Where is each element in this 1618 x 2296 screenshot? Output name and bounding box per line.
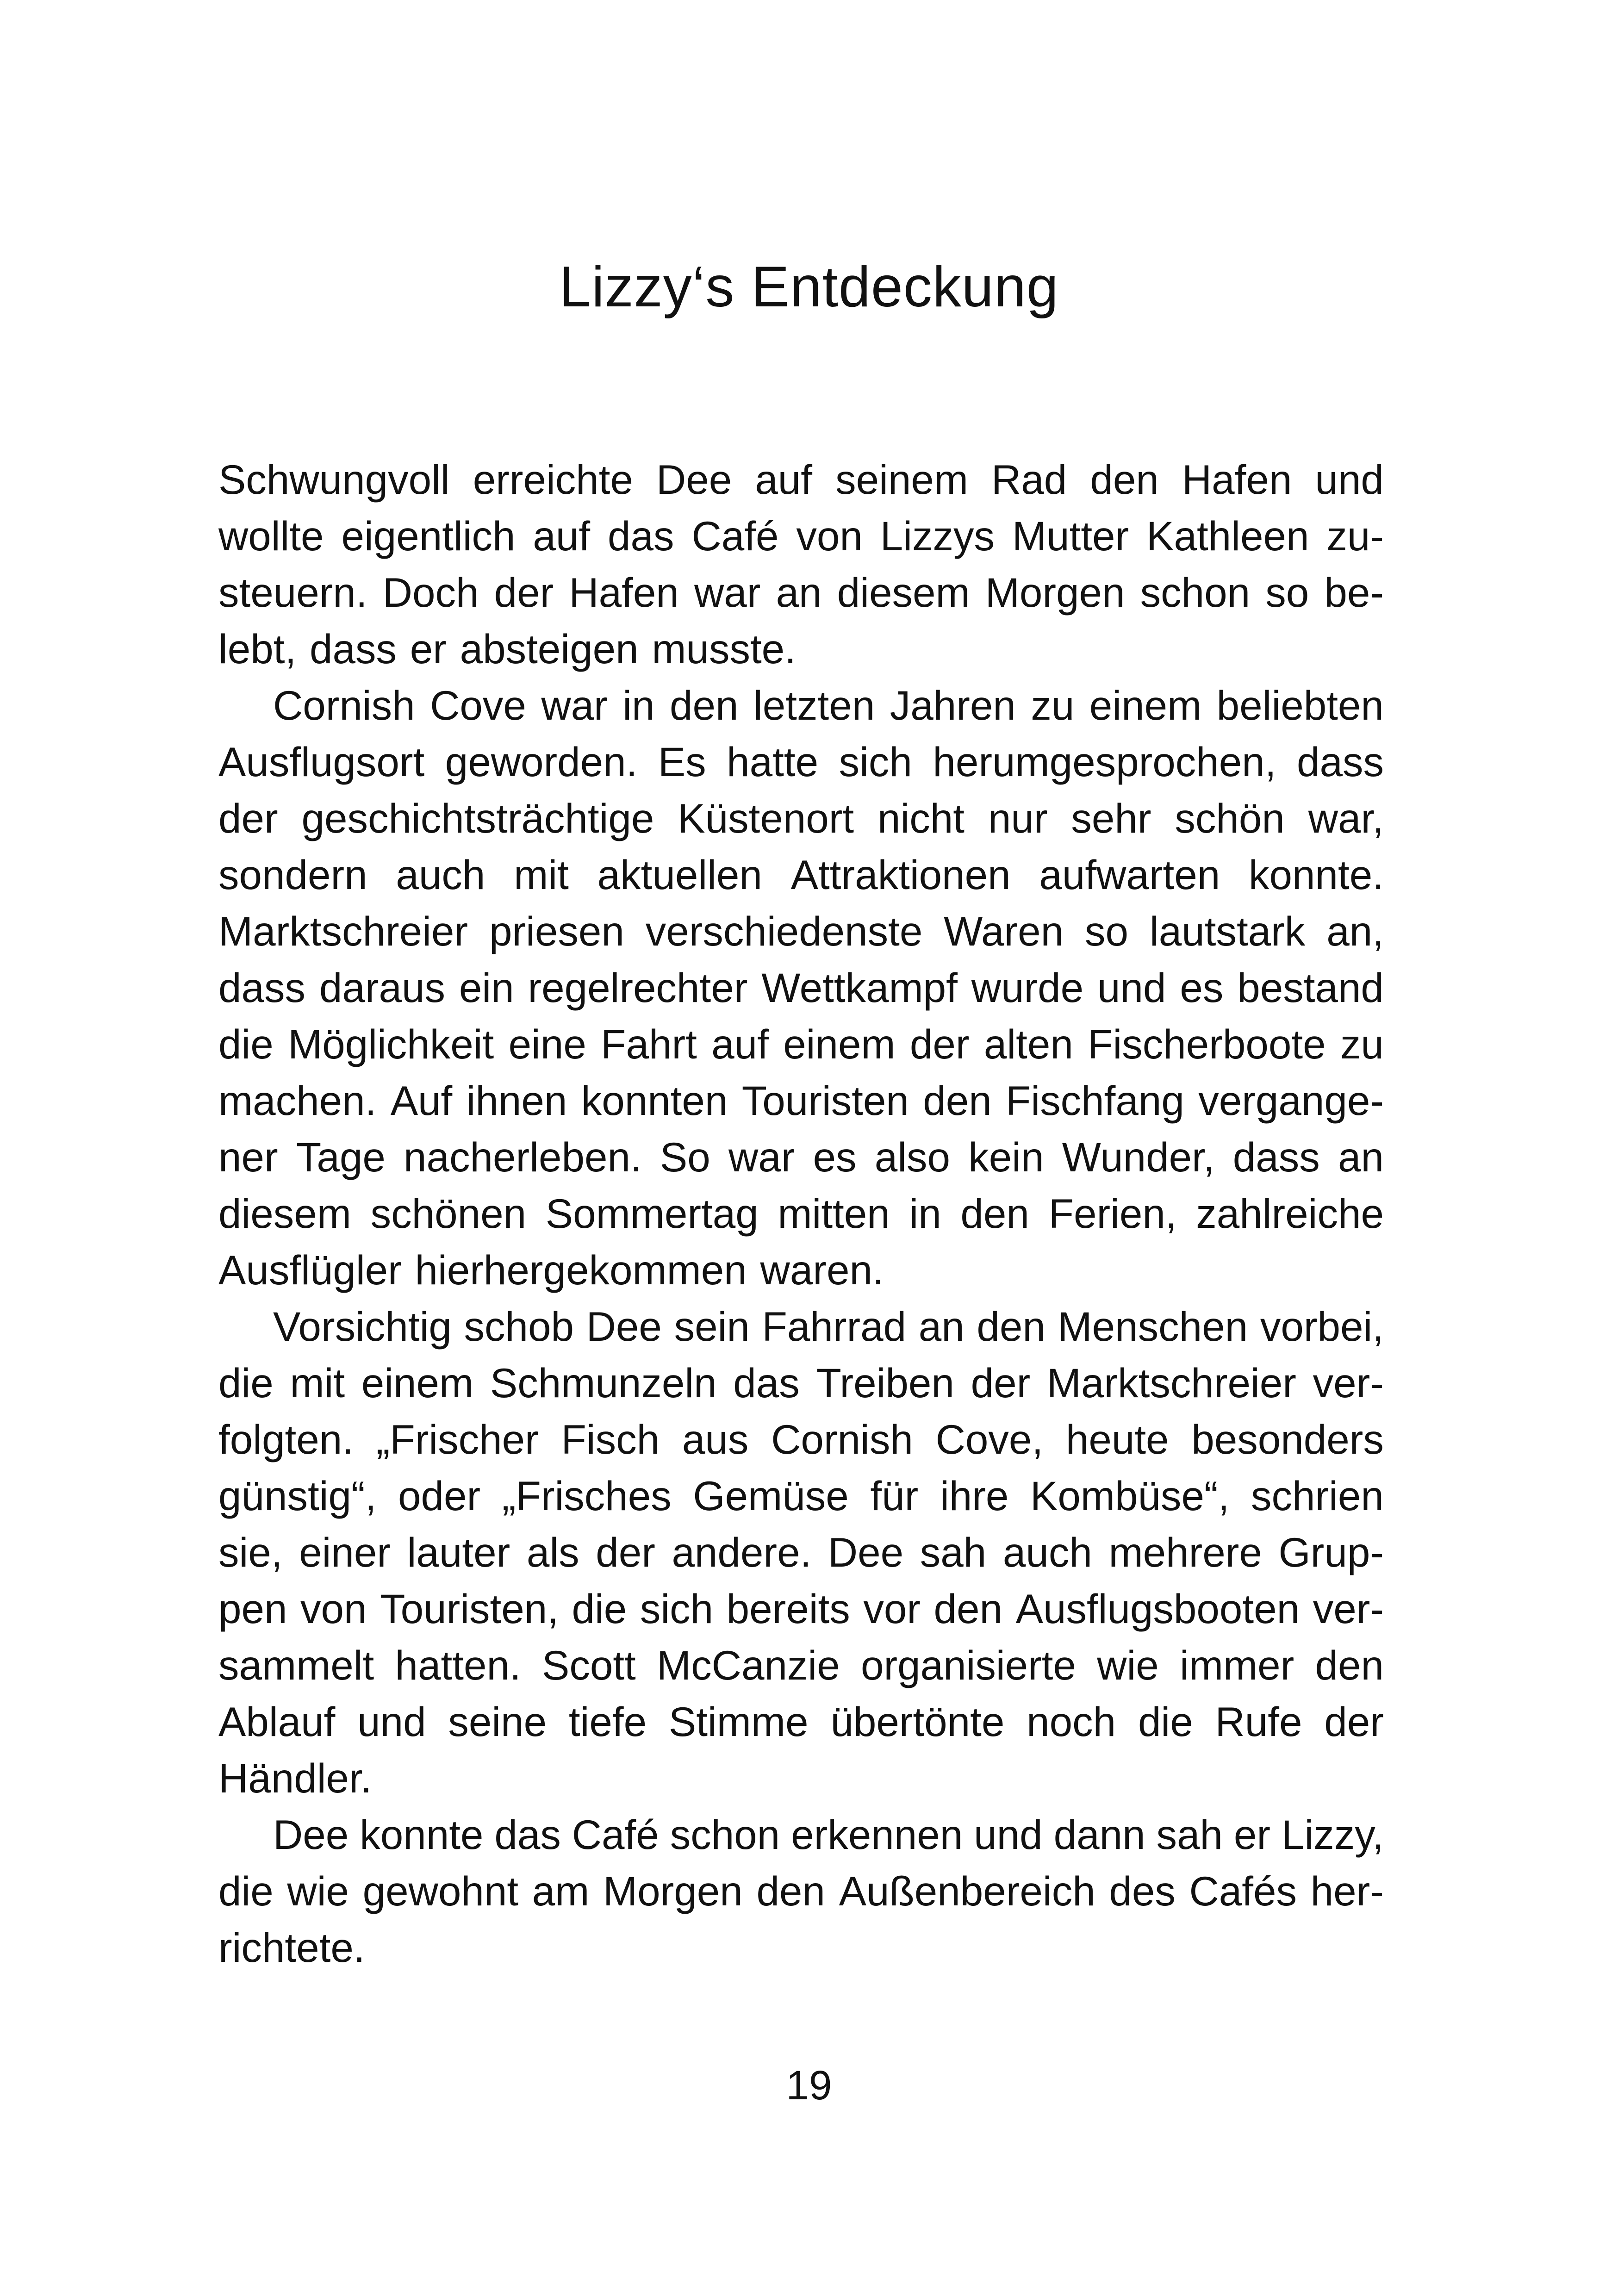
- word: sah: [920, 1529, 987, 1575]
- word: Café: [572, 1811, 659, 1858]
- word: wie: [1097, 1642, 1159, 1688]
- word: Cornish: [273, 682, 415, 728]
- text-line: [218, 790, 1384, 846]
- word: einer: [299, 1529, 391, 1575]
- word: für: [870, 1473, 919, 1519]
- word: das: [494, 1811, 561, 1858]
- word: der: [1324, 1699, 1384, 1745]
- word: Fischerboote: [1088, 1021, 1326, 1067]
- text-line: [218, 734, 1384, 790]
- word: schob: [464, 1303, 574, 1350]
- word: Cove: [430, 682, 526, 728]
- word: die: [1138, 1699, 1193, 1745]
- word: Vorsichtig: [273, 1303, 452, 1350]
- word: kein: [968, 1134, 1044, 1180]
- word: sie,: [218, 1529, 283, 1575]
- word: dass: [218, 964, 305, 1011]
- word: Marktschreier: [1046, 1360, 1296, 1406]
- word: Tage: [296, 1134, 386, 1180]
- word: den: [1315, 1642, 1384, 1688]
- text-line: [218, 1693, 1384, 1750]
- word: waren.: [760, 1247, 884, 1293]
- word: der: [971, 1360, 1031, 1406]
- word: Dee: [586, 1303, 662, 1350]
- word: Küstenort: [678, 795, 854, 841]
- word: auf: [711, 1021, 769, 1067]
- word: Sommertag: [545, 1190, 759, 1237]
- word: wie: [287, 1868, 349, 1914]
- text-line: [218, 451, 1384, 508]
- word: Cornish: [771, 1416, 913, 1462]
- word: ner: [218, 1134, 278, 1180]
- word: schon: [670, 1811, 780, 1858]
- word: heute: [1065, 1416, 1169, 1462]
- text-line: [218, 1468, 1384, 1524]
- text-line: [218, 1411, 1384, 1468]
- word: den: [670, 682, 739, 728]
- word: Mutter: [1012, 513, 1129, 559]
- word: den: [923, 1077, 992, 1124]
- word: Attraktionen: [790, 852, 1011, 898]
- word: einem: [783, 1021, 896, 1067]
- text-line: [218, 1524, 1384, 1580]
- word: Cafés: [1189, 1868, 1297, 1914]
- word: machen.: [218, 1077, 377, 1124]
- word: Hafen: [1182, 456, 1292, 503]
- text-line: [218, 1298, 1384, 1355]
- word: dass: [309, 626, 397, 672]
- word: es: [1180, 964, 1224, 1011]
- word: von: [796, 513, 863, 559]
- word: erreichte: [473, 456, 633, 503]
- word: Marktschreier: [218, 908, 468, 954]
- word: Doch: [382, 569, 479, 616]
- word: Möglichkeit: [288, 1021, 494, 1067]
- word: eine: [508, 1021, 586, 1067]
- text-line: [218, 621, 1384, 677]
- word: Rad: [991, 456, 1067, 503]
- word: in: [909, 1190, 941, 1237]
- text-line: [218, 1580, 1384, 1637]
- word: schönen: [370, 1190, 527, 1237]
- word: er: [1233, 1811, 1271, 1858]
- word: Fisch: [561, 1416, 660, 1462]
- word: wurde: [971, 964, 1084, 1011]
- word: und: [357, 1699, 426, 1745]
- word: Cove,: [935, 1416, 1044, 1462]
- word: „Frischer: [376, 1416, 539, 1462]
- word: dass: [1296, 739, 1384, 785]
- word: schrien: [1251, 1473, 1384, 1519]
- word: die: [218, 1021, 274, 1067]
- text-line: [218, 1806, 1384, 1863]
- word: günstig“,: [218, 1473, 377, 1519]
- text-line: [218, 1185, 1384, 1242]
- word: ver-: [1313, 1586, 1384, 1632]
- word: dann: [1053, 1811, 1145, 1858]
- word: schon: [1140, 569, 1251, 616]
- word: immer: [1180, 1642, 1294, 1688]
- word: des: [1109, 1868, 1176, 1914]
- word: auf: [755, 456, 813, 503]
- text-line: [218, 959, 1384, 1016]
- word: die: [218, 1868, 274, 1914]
- word: Café: [691, 513, 779, 559]
- word: konnten: [581, 1077, 728, 1124]
- chapter-title: Lizzy‘s Entdeckung: [559, 255, 1059, 319]
- word: Scott: [541, 1642, 636, 1688]
- word: war,: [1308, 795, 1384, 841]
- word: mehrere: [1108, 1529, 1262, 1575]
- text-line: [218, 1072, 1384, 1129]
- word: war: [694, 569, 761, 616]
- word: Rufe: [1215, 1699, 1302, 1745]
- word: zahlreiche: [1196, 1190, 1384, 1237]
- word: Stimme: [668, 1699, 809, 1745]
- word: Touristen,: [380, 1586, 559, 1632]
- word: mitten: [778, 1190, 890, 1237]
- word: Ablauf: [218, 1699, 336, 1745]
- word: sich: [839, 739, 912, 785]
- word: die: [572, 1586, 627, 1632]
- word: an: [918, 1303, 965, 1350]
- word: mit: [290, 1360, 345, 1406]
- text-line: [218, 1637, 1384, 1693]
- word: Händler.: [218, 1755, 372, 1801]
- word: herumgesprochen,: [933, 739, 1276, 785]
- word: letzten: [753, 682, 875, 728]
- word: sah: [1156, 1811, 1223, 1858]
- text-line: [218, 1129, 1384, 1185]
- word: Lizzy,: [1281, 1811, 1384, 1858]
- word: folgten.: [218, 1416, 354, 1462]
- body-text: [218, 451, 1384, 1976]
- word: hierhergekommen: [415, 1247, 747, 1293]
- word: Fischfang: [1006, 1077, 1184, 1124]
- word: den: [960, 1190, 1029, 1237]
- word: der: [596, 1529, 655, 1575]
- word: verschiedenste: [645, 908, 923, 954]
- word: einem: [361, 1360, 474, 1406]
- word: Fahrrad: [762, 1303, 907, 1350]
- word: so: [1265, 569, 1309, 616]
- word: priesen: [489, 908, 624, 954]
- word: dass: [1232, 1134, 1320, 1180]
- word: einem: [1089, 682, 1202, 728]
- word: diesem: [218, 1190, 351, 1237]
- word: sammelt: [218, 1642, 374, 1688]
- word: geworden.: [445, 739, 638, 785]
- word: auch: [396, 852, 485, 898]
- word: mit: [514, 852, 569, 898]
- word: pen: [218, 1586, 287, 1632]
- word: Lizzys: [880, 513, 995, 559]
- word: aus: [682, 1416, 749, 1462]
- word: war: [541, 682, 608, 728]
- word: Touristen: [741, 1077, 909, 1124]
- word: den: [1090, 456, 1159, 503]
- word: als: [526, 1529, 579, 1575]
- word: Es: [658, 739, 706, 785]
- word: seine: [448, 1699, 547, 1745]
- word: aufwarten: [1039, 852, 1220, 898]
- word: steuern.: [218, 569, 367, 616]
- word: vergange-: [1198, 1077, 1384, 1124]
- text-line: [218, 564, 1384, 621]
- word: erkennen: [791, 1811, 963, 1858]
- word: hatte: [727, 739, 819, 785]
- word: Dee: [656, 456, 732, 503]
- word: Treiben: [816, 1360, 954, 1406]
- word: Menschen: [1058, 1303, 1248, 1350]
- word: sein: [674, 1303, 750, 1350]
- word: ihnen: [466, 1077, 567, 1124]
- word: übertönte: [830, 1699, 1005, 1745]
- word: Waren: [944, 908, 1064, 954]
- word: gewohnt: [362, 1868, 519, 1914]
- word: So: [660, 1134, 710, 1180]
- word: das: [733, 1360, 800, 1406]
- word: sehr: [1071, 795, 1151, 841]
- word: Schmunzeln: [490, 1360, 717, 1406]
- word: die: [218, 1360, 274, 1406]
- word: der: [494, 569, 554, 616]
- word: ein: [459, 964, 514, 1011]
- word: Kombüse“,: [1030, 1473, 1230, 1519]
- word: Ferien,: [1048, 1190, 1177, 1237]
- word: richtete.: [218, 1924, 365, 1971]
- page-number: 19: [786, 2062, 832, 2108]
- word: der: [218, 795, 278, 841]
- word: bereits: [726, 1586, 850, 1632]
- word: den: [977, 1303, 1045, 1350]
- word: McCanzie: [657, 1642, 840, 1688]
- word: schön: [1175, 795, 1285, 841]
- word: ihre: [940, 1473, 1009, 1519]
- word: Auf: [390, 1077, 453, 1124]
- word: Schwungvoll: [218, 456, 450, 503]
- text-line: [218, 1242, 1384, 1298]
- word: Hafen: [569, 569, 679, 616]
- word: von: [300, 1586, 367, 1632]
- word: der: [909, 1021, 970, 1067]
- word: besonders: [1191, 1416, 1384, 1462]
- word: an,: [1326, 908, 1384, 954]
- word: nur: [988, 795, 1048, 841]
- word: Morgen: [603, 1868, 743, 1914]
- word: lebt,: [218, 626, 297, 672]
- word: Ausflugsort: [218, 739, 425, 785]
- word: seinem: [835, 456, 968, 503]
- word: den: [933, 1586, 1003, 1632]
- word: sich: [640, 1586, 714, 1632]
- text-line: [218, 1750, 1384, 1806]
- word: konnte.: [1249, 852, 1384, 898]
- word: er: [410, 626, 447, 672]
- word: Dee: [828, 1529, 904, 1575]
- word: Wettkampf: [761, 964, 958, 1011]
- word: lautstark: [1149, 908, 1306, 954]
- word: daraus: [319, 964, 445, 1011]
- word: organisierte: [860, 1642, 1077, 1688]
- word: her-: [1310, 1868, 1384, 1914]
- word: Jahren: [890, 682, 1016, 728]
- word: in: [622, 682, 655, 728]
- word: so: [1085, 908, 1129, 954]
- word: diesem: [837, 569, 970, 616]
- word: also: [874, 1134, 951, 1180]
- word: nacherleben.: [404, 1134, 642, 1180]
- word: musste.: [652, 626, 796, 672]
- word: oder: [398, 1473, 481, 1519]
- text-line: [218, 903, 1384, 959]
- text-line: [218, 1863, 1384, 1919]
- word: an: [776, 569, 822, 616]
- word: aktuellen: [597, 852, 762, 898]
- word: an: [1338, 1134, 1384, 1180]
- word: auch: [1002, 1529, 1092, 1575]
- word: ver-: [1313, 1360, 1384, 1406]
- word: Wunder,: [1062, 1134, 1215, 1180]
- word: tiefe: [568, 1699, 647, 1745]
- word: zu-: [1326, 513, 1384, 559]
- word: hatten.: [395, 1642, 521, 1688]
- word: andere.: [672, 1529, 812, 1575]
- word: beliebten: [1216, 682, 1384, 728]
- word: und: [974, 1811, 1043, 1858]
- word: Grup-: [1278, 1529, 1384, 1575]
- word: am: [532, 1868, 590, 1914]
- word: es: [813, 1134, 857, 1180]
- text-line: [218, 1355, 1384, 1411]
- word: wollte: [218, 513, 324, 559]
- word: Ausflügler: [218, 1247, 402, 1293]
- word: lauter: [407, 1529, 510, 1575]
- word: Morgen: [985, 569, 1125, 616]
- word: geschichtsträchtige: [301, 795, 654, 841]
- word: vor: [863, 1586, 921, 1632]
- word: Ausflugsbooten: [1015, 1586, 1300, 1632]
- word: auf: [533, 513, 591, 559]
- word: Dee: [273, 1811, 349, 1858]
- word: Fahrt: [601, 1021, 697, 1067]
- word: be-: [1324, 569, 1384, 616]
- word: und: [1097, 964, 1166, 1011]
- word: vorbei,: [1260, 1303, 1384, 1350]
- word: zu: [1031, 682, 1075, 728]
- word: und: [1315, 456, 1384, 503]
- word: alten: [983, 1021, 1073, 1067]
- word: Kathleen: [1146, 513, 1309, 559]
- word: „Frisches: [502, 1473, 672, 1519]
- word: den: [756, 1868, 825, 1914]
- text-line: [218, 1016, 1384, 1072]
- word: zu: [1340, 1021, 1384, 1067]
- word: Außenbereich: [839, 1868, 1095, 1914]
- text-line: [218, 677, 1384, 734]
- word: noch: [1027, 1699, 1116, 1745]
- word: absteigen: [460, 626, 639, 672]
- word: nicht: [877, 795, 965, 841]
- word: konnte: [360, 1811, 484, 1858]
- word: eigentlich: [341, 513, 516, 559]
- word: war: [728, 1134, 795, 1180]
- word: bestand: [1237, 964, 1384, 1011]
- word: regelrechter: [528, 964, 748, 1011]
- text-line: [218, 846, 1384, 903]
- word: das: [608, 513, 674, 559]
- text-line: [218, 508, 1384, 564]
- text-line: [218, 1919, 1384, 1976]
- word: sondern: [218, 852, 367, 898]
- word: Gemüse: [693, 1473, 849, 1519]
